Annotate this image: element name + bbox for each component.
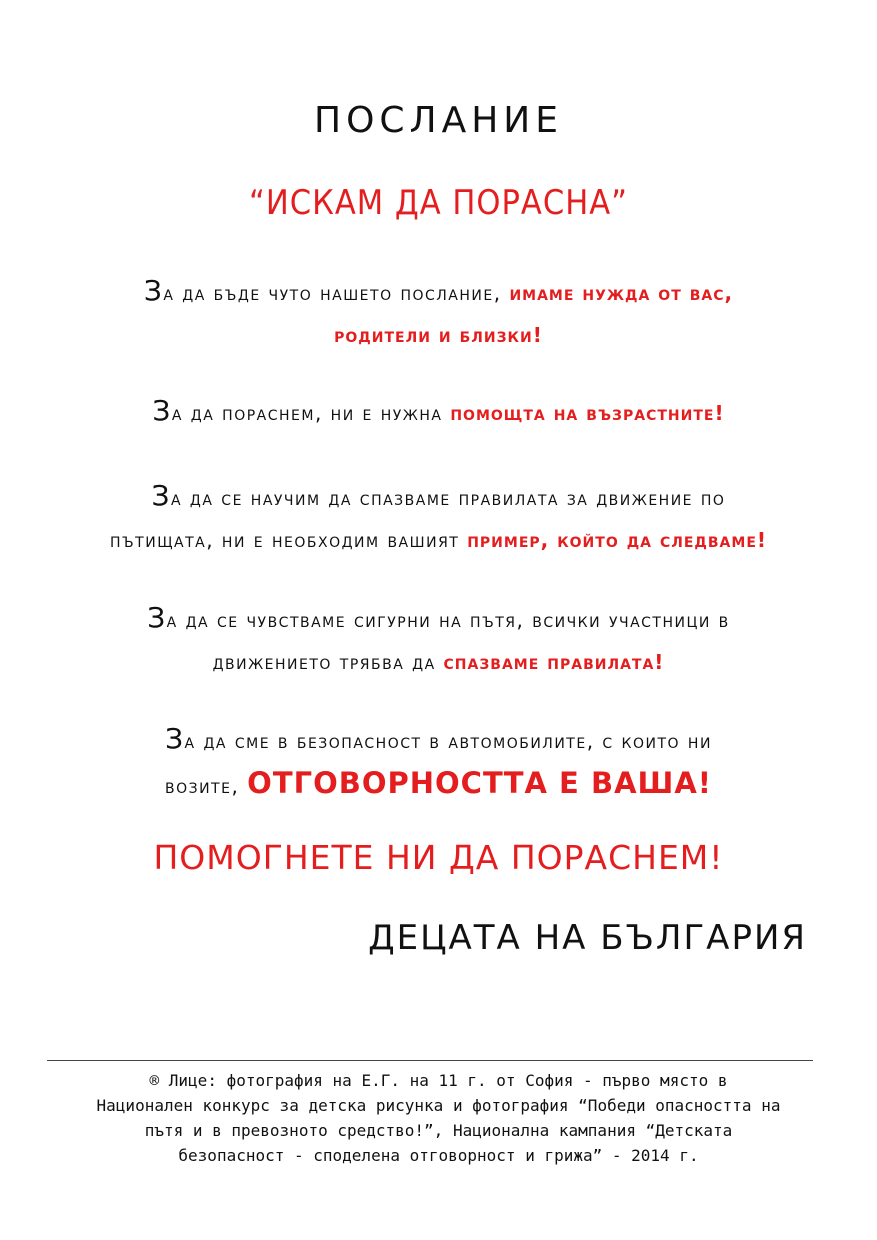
paragraph-text: а да сме в безопасност в автомобилите, с които ни [184, 729, 712, 753]
paragraph-text: а да се научим да спазваме правилата за движение по [171, 486, 726, 510]
drop-cap: З [151, 479, 171, 512]
signature: ДЕЦАТА НА БЪЛГАРИЯ [368, 918, 807, 958]
drop-cap: З [165, 722, 185, 755]
paragraph-text: а да се чувстваме сигурни на пътя, всички участници в [166, 608, 730, 632]
caption-line: пътя и в превозното средство!”, Национална кампания “Детската [144, 1121, 733, 1140]
paragraph-highlight: ОТГОВОРНОСТТА Е ВАША! [247, 766, 713, 800]
paragraph-highlight: родители и близки! [334, 323, 543, 347]
footer-divider [47, 1060, 813, 1061]
paragraph-5 [40, 718, 837, 807]
caption-line: ® Лице: фотография на Е.Г. на 11 г. от София - първо място в [149, 1071, 728, 1090]
paragraph-highlight: имаме нужда от вас, [509, 281, 734, 305]
paragraph-text: а да бъде чуто нашето послание, [163, 281, 510, 305]
caption-line: Национален конкурс за детска рисунка и фотография “Победи опасността на [96, 1096, 781, 1115]
paragraph-4 [40, 597, 837, 683]
paragraph-text: движението трябва да [212, 650, 444, 674]
drop-cap: З [152, 394, 172, 427]
drop-cap: З [143, 274, 164, 307]
caption-line: безопасност - споделена отговорност и грижа” - 2014 г. [178, 1146, 699, 1165]
drop-cap: З [147, 601, 167, 634]
paragraph-2 [40, 390, 837, 434]
paragraph-text: возите, [164, 774, 248, 798]
paragraph-text: а да пораснем, ни е нужна [171, 401, 451, 425]
photo-caption [60, 1068, 817, 1168]
paragraph-1 [40, 270, 837, 356]
paragraph-text: пътищата, ни е необходим вашият [109, 528, 468, 552]
paragraph-highlight: спазваме правилата! [443, 650, 665, 674]
paragraph-highlight: пример, който да следваме! [467, 528, 768, 552]
paragraph-3 [40, 475, 837, 561]
page-subtitle: “ИСКАМ ДА ПОРАСНА” [249, 183, 628, 223]
call-to-action: ПОМОГНЕТЕ НИ ДА ПОРАСНЕМ! [153, 838, 724, 877]
paragraph-highlight: помощта на възрастните! [450, 401, 725, 425]
page-title: ПОСЛАНИЕ [314, 100, 563, 141]
